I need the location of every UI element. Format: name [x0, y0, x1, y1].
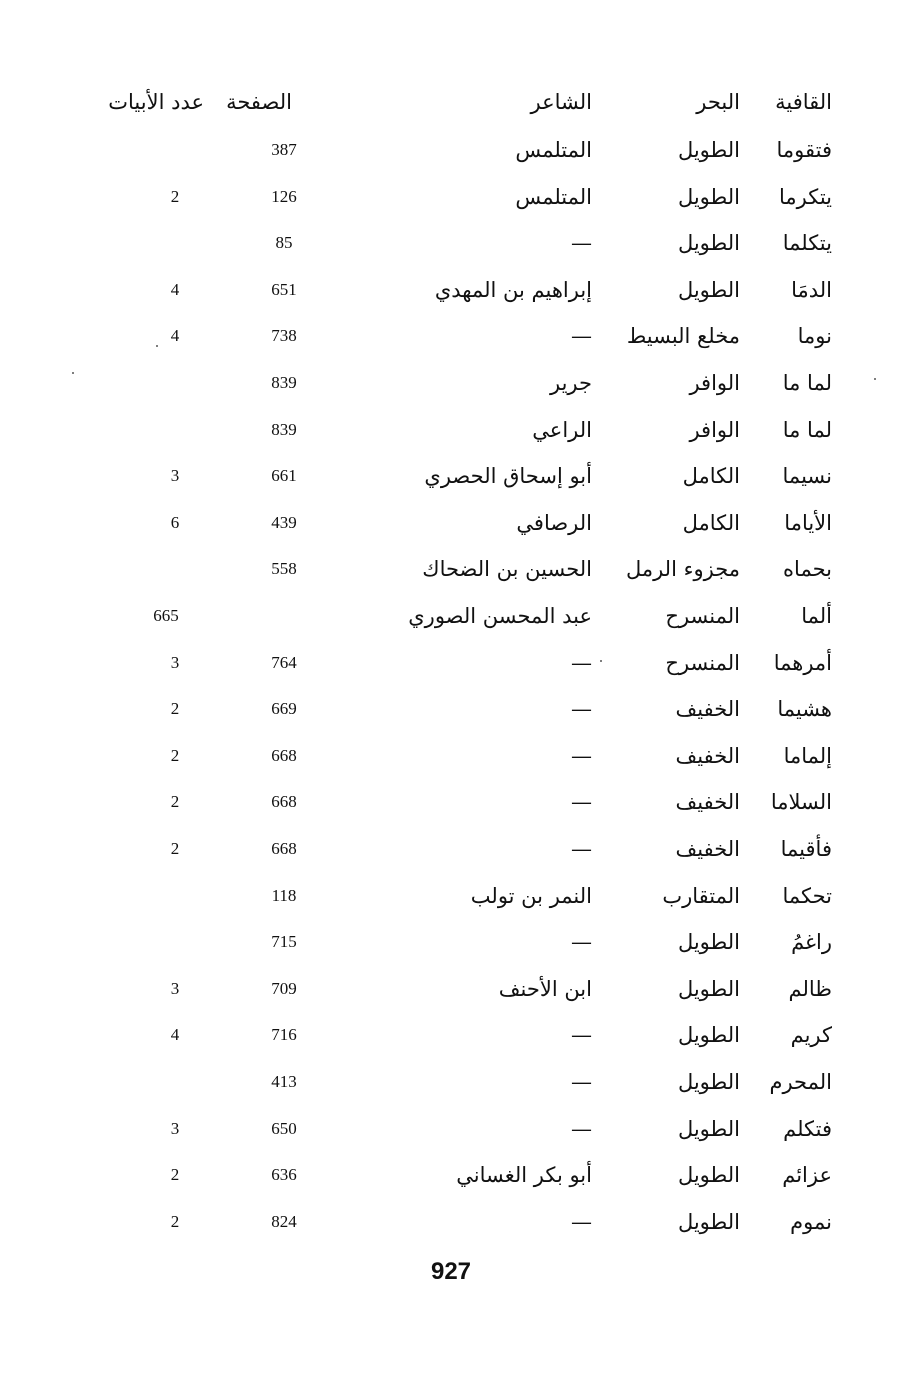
shaer-cell: الراعي: [532, 418, 592, 442]
qafiya-cell: راغمُ: [791, 930, 832, 954]
page-cell: 650: [271, 1119, 297, 1138]
shaer-cell: جرير: [550, 371, 592, 395]
table-row: [0, 316, 902, 356]
page-cell: 764: [271, 653, 297, 672]
table-row: [0, 1062, 902, 1102]
qafiya-cell: الدمَا: [791, 278, 832, 302]
table-row: [0, 876, 902, 916]
table-row: [0, 1015, 902, 1055]
qafiya-cell: كريم: [790, 1023, 832, 1047]
count-cell: 4: [170, 326, 180, 345]
bahr-cell: الخفيف: [675, 744, 740, 768]
count-cell: 665: [153, 606, 179, 625]
qafiya-cell: ظالم: [788, 977, 832, 1001]
page-cell: 126: [271, 187, 297, 206]
page-cell: 413: [271, 1072, 297, 1091]
page-cell: 85: [275, 233, 293, 252]
count-cell: 2: [170, 699, 180, 718]
qafiya-cell: نوما: [797, 324, 832, 348]
header-qafiya: القافية: [775, 90, 832, 114]
scan-speck: [874, 378, 876, 380]
bahr-cell: الطويل: [677, 1163, 740, 1187]
bahr-cell: الطويل: [677, 138, 740, 162]
bahr-cell: المنسرح: [665, 604, 740, 628]
bahr-cell: الطويل: [677, 185, 740, 209]
page-cell: 439: [271, 513, 297, 532]
count-cell: 2: [170, 839, 180, 858]
header-page: الصفحة: [226, 90, 292, 114]
bahr-cell: الطويل: [677, 1023, 740, 1047]
table-row: [0, 782, 902, 822]
header-bahr: البحر: [696, 90, 740, 114]
page-cell: 558: [271, 559, 297, 578]
shaer-cell: —: [571, 790, 592, 814]
bahr-cell: المتقارب: [662, 884, 740, 908]
bahr-cell: الطويل: [677, 977, 740, 1001]
table-row: [0, 829, 902, 869]
shaer-cell: الرصافي: [516, 511, 592, 535]
shaer-cell: —: [571, 837, 592, 861]
header-shaer: الشاعر: [530, 90, 592, 114]
shaer-cell: النمر بن تولب: [470, 884, 592, 908]
bahr-cell: الكامل: [682, 511, 740, 535]
bahr-cell: مخلع البسيط: [626, 324, 740, 348]
page-cell: 824: [271, 1212, 297, 1231]
table-header: [0, 82, 902, 122]
table-row: [0, 130, 902, 170]
shaer-cell: —: [571, 930, 592, 954]
bahr-cell: الخفيف: [675, 790, 740, 814]
page-cell: 668: [271, 746, 297, 765]
page-number: 927: [430, 1258, 472, 1285]
bahr-cell: مجزوء الرمل: [625, 557, 740, 581]
table-row: [0, 922, 902, 962]
bahr-cell: الطويل: [677, 930, 740, 954]
page-cell: 118: [271, 886, 297, 905]
shaer-cell: —: [571, 324, 592, 348]
page-cell: 709: [271, 979, 297, 998]
page-cell: 715: [271, 932, 297, 951]
header-count: عدد الأبيات: [108, 90, 204, 114]
bahr-cell: الوافر: [689, 371, 740, 395]
bahr-cell: الخفيف: [675, 837, 740, 861]
shaer-cell: —: [571, 1117, 592, 1141]
bahr-cell: المنسرح: [665, 651, 740, 675]
bahr-cell: الطويل: [677, 1210, 740, 1234]
qafiya-cell: نسيما: [782, 464, 832, 488]
qafiya-cell: يتكرما: [778, 185, 832, 209]
bahr-cell: الطويل: [677, 278, 740, 302]
scan-speck: [600, 660, 602, 662]
shaer-cell: —: [571, 1023, 592, 1047]
page-cell: 738: [271, 326, 297, 345]
count-cell: 2: [170, 187, 180, 206]
qafiya-cell: بحماه: [783, 557, 832, 581]
table-row: [0, 689, 902, 729]
count-cell: 4: [170, 1025, 180, 1044]
qafiya-cell: عزائم: [782, 1163, 832, 1187]
table-row: [0, 363, 902, 403]
qafiya-cell: لما ما: [782, 371, 832, 395]
page-cell: 669: [271, 699, 297, 718]
page-cell: 636: [271, 1165, 297, 1184]
qafiya-cell: فأقيما: [780, 837, 832, 861]
qafiya-cell: لما ما: [782, 418, 832, 442]
qafiya-cell: فتقوما: [776, 138, 832, 162]
shaer-cell: —: [571, 1210, 592, 1234]
bahr-cell: الطويل: [677, 1070, 740, 1094]
qafiya-cell: هشيما: [777, 697, 832, 721]
shaer-cell: —: [571, 744, 592, 768]
table-row: [0, 177, 902, 217]
qafiya-cell: نموم: [790, 1210, 832, 1234]
shaer-cell: —: [571, 651, 592, 675]
table-row: [0, 549, 902, 589]
shaer-cell: إبراهيم بن المهدي: [434, 278, 592, 302]
page-cell: 668: [271, 792, 297, 811]
count-cell: 2: [170, 1165, 180, 1184]
scan-speck: [72, 372, 74, 374]
shaer-cell: —: [571, 697, 592, 721]
bahr-cell: الوافر: [689, 418, 740, 442]
qafiya-cell: إلماما: [783, 744, 832, 768]
table-row: [0, 643, 902, 683]
page-cell: 387: [271, 140, 297, 159]
count-cell: 3: [170, 653, 180, 672]
bahr-cell: الطويل: [677, 231, 740, 255]
count-cell: 4: [170, 280, 180, 299]
page-cell: 668: [271, 839, 297, 858]
count-cell: 2: [170, 1212, 180, 1231]
shaer-cell: المتلمس: [515, 138, 592, 162]
page-cell: 661: [271, 466, 297, 485]
page-cell: 839: [271, 373, 297, 392]
qafiya-cell: السلاما: [770, 790, 832, 814]
shaer-cell: أبو بكر الغساني: [456, 1163, 592, 1187]
count-cell: 3: [170, 1119, 180, 1138]
table-row: [0, 736, 902, 776]
count-cell: 2: [170, 792, 180, 811]
shaer-cell: —: [571, 231, 592, 255]
shaer-cell: المتلمس: [515, 185, 592, 209]
shaer-cell: ابن الأحنف: [498, 977, 592, 1001]
count-cell: 3: [170, 466, 180, 485]
qafiya-cell: تحكما: [782, 884, 832, 908]
table-row: [0, 223, 902, 263]
table-row: [0, 1202, 902, 1242]
shaer-cell: —: [571, 1070, 592, 1094]
count-cell: 6: [170, 513, 180, 532]
count-cell: 2: [170, 746, 180, 765]
qafiya-cell: يتكلما: [782, 231, 832, 255]
page-cell: 651: [271, 280, 297, 299]
table-row: [0, 503, 902, 543]
qafiya-cell: الأياما: [784, 511, 832, 535]
bahr-cell: الطويل: [677, 1117, 740, 1141]
table-row: [0, 596, 902, 636]
shaer-cell: أبو إسحاق الحصري: [424, 464, 592, 488]
table-row: [0, 1109, 902, 1149]
bahr-cell: الكامل: [682, 464, 740, 488]
qafiya-cell: أمرهما: [773, 651, 832, 675]
page-cell: 839: [271, 420, 297, 439]
qafiya-cell: فتكلم: [783, 1117, 832, 1141]
bahr-cell: الخفيف: [675, 697, 740, 721]
table-row: [0, 456, 902, 496]
table-row: [0, 410, 902, 450]
table-row: [0, 270, 902, 310]
page-cell: 716: [271, 1025, 297, 1044]
qafiya-cell: المحرم: [769, 1070, 832, 1094]
table-row: [0, 969, 902, 1009]
scan-speck: [156, 345, 158, 347]
count-cell: 3: [170, 979, 180, 998]
table-row: [0, 1155, 902, 1195]
shaer-cell: عبد المحسن الصوري: [408, 604, 592, 628]
qafiya-cell: ألما: [801, 604, 832, 628]
shaer-cell: الحسين بن الضحاك: [422, 557, 592, 581]
